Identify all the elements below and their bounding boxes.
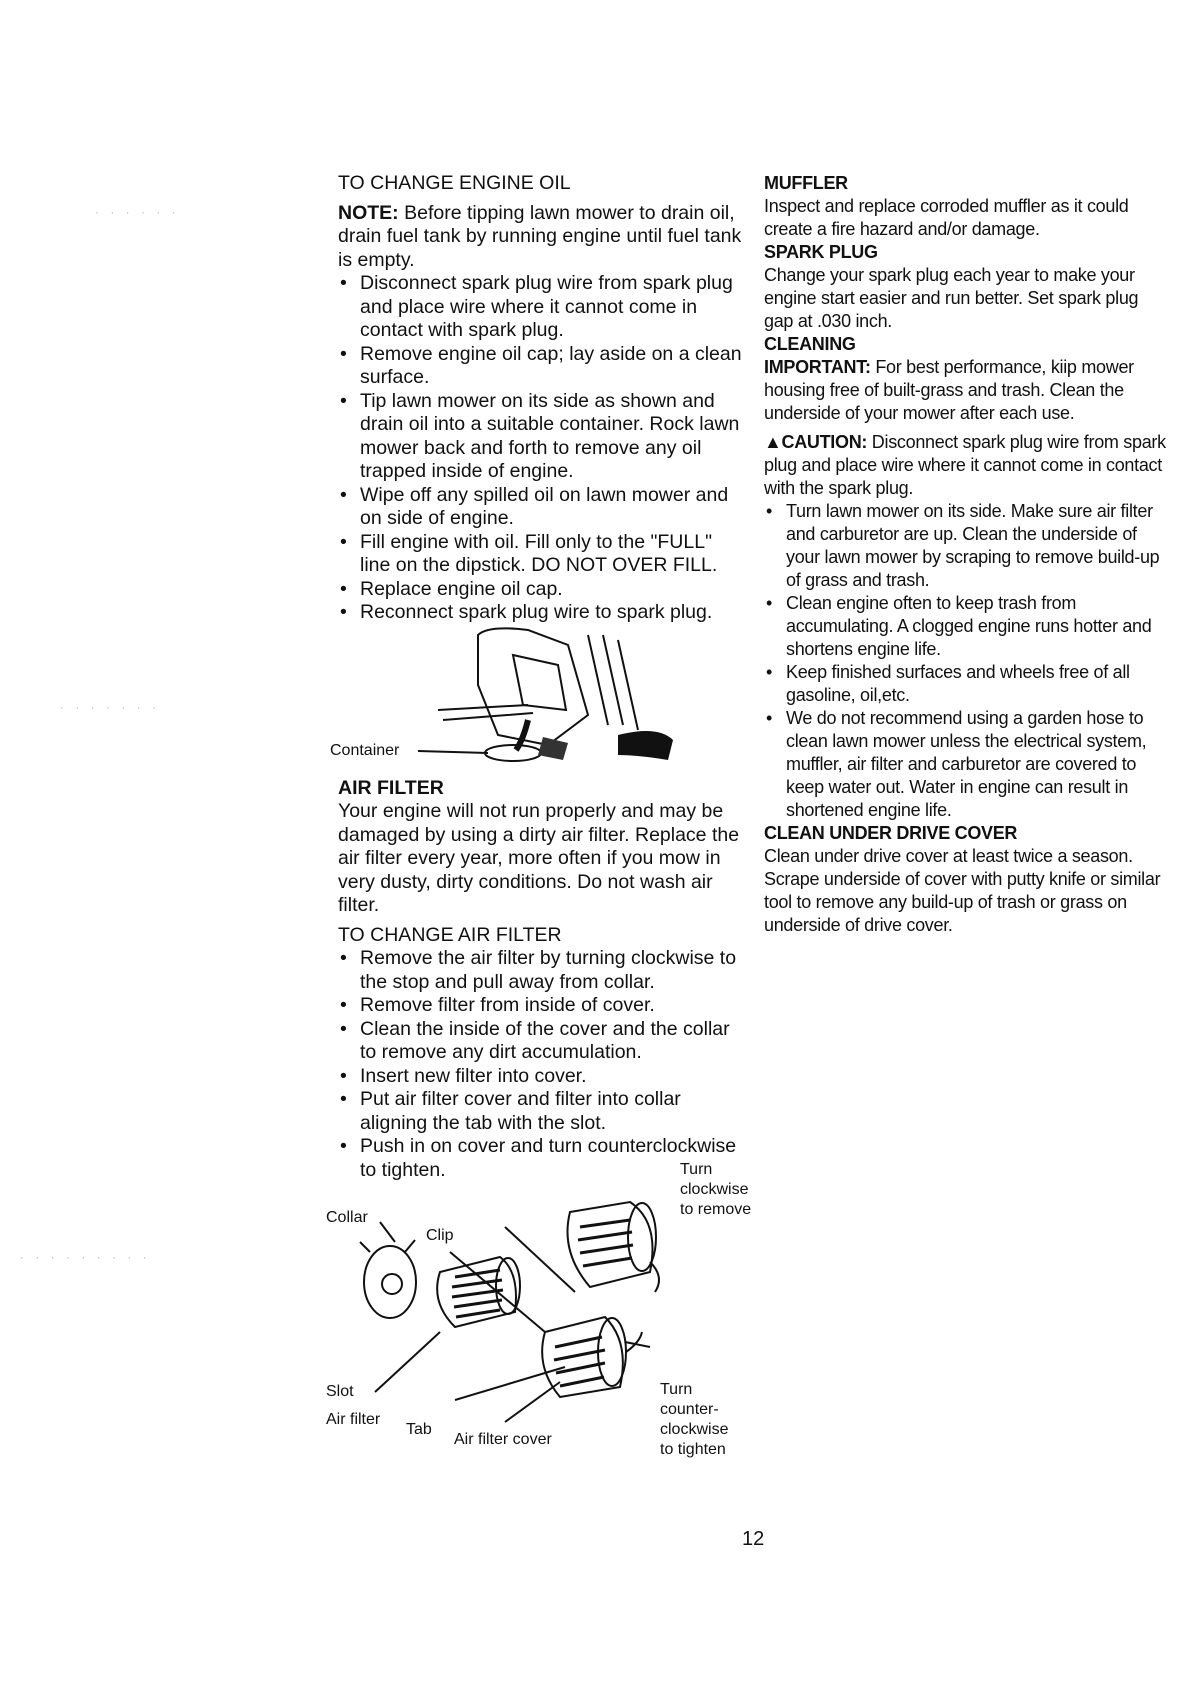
turn-counterclockwise-label: Turn counter- clockwise to tighten <box>660 1381 729 1458</box>
collar-label: Collar <box>326 1209 368 1226</box>
scan-noise: · · · · · · <box>95 205 180 219</box>
air-filter-heading: AIR FILTER <box>338 776 444 799</box>
air-filter-steps <box>338 947 746 1182</box>
list-item: • Clean the inside of the cover and the collar to remove any dirt accumulation. <box>338 1018 746 1065</box>
clip-label: Clip <box>426 1227 454 1244</box>
cleaning-steps <box>764 500 1172 822</box>
scan-noise: · · · · · · · · · <box>20 1250 151 1264</box>
list-item: • Replace engine oil cap. <box>338 578 746 602</box>
tab-label: Tab <box>406 1421 432 1438</box>
scan-noise: · · · · · · · <box>60 700 160 714</box>
slot-label: Slot <box>326 1383 354 1400</box>
drive-cover-heading: CLEAN UNDER DRIVE COVER <box>764 823 1018 843</box>
air-filter-text: Your engine will not run properly and may be damaged by using a dirty air filter. Replace the air filter every year, more often if you mow in very dusty, dirty conditions. Do not wash air filter. <box>338 800 740 916</box>
list-item: • Put air filter cover and filter into collar aligning the tab with the slot. <box>338 1088 746 1135</box>
list-item: • We do not recommend using a garden hose to clean lawn mower unless the electrical system, muffler, air filter and carburetor are covered to keep water out. Water in engine can result in shortened engine life. <box>764 707 1172 822</box>
page-number: 12 <box>742 1528 765 1550</box>
spark-plug-heading: SPARK PLUG <box>764 242 878 262</box>
change-air-filter-heading: TO CHANGE AIR FILTER <box>338 923 562 946</box>
right-column <box>764 172 1172 937</box>
drive-cover-text: Clean under drive cover at least twice a season. Scrape underside of cover with putty knife or similar tool to remove any build-up of trash or grass on underside of drive cover. <box>764 846 1161 935</box>
caution-icon: ▲ <box>764 432 782 452</box>
list-item: • Insert new filter into cover. <box>338 1065 746 1089</box>
change-oil-heading: TO CHANGE ENGINE OIL <box>338 172 571 194</box>
air-filter-cover-label: Air filter cover <box>454 1431 552 1448</box>
list-item: • Remove engine oil cap; lay aside on a clean surface. <box>338 343 746 390</box>
oil-drain-figure <box>330 625 746 775</box>
left-column <box>326 172 752 1458</box>
list-item: • Clean engine often to keep trash from accumulating. A clogged engine runs hotter and shortens engine life. <box>764 592 1172 661</box>
list-item: • Reconnect spark plug wire to spark plug. <box>338 601 746 625</box>
container-label: Container <box>330 741 400 759</box>
list-item: • Remove the air filter by turning clockwise to the stop and pull away from collar. <box>338 947 746 994</box>
list-item: • Disconnect spark plug wire from spark plug and place wire where it cannot come in contact with spark plug. <box>338 272 746 343</box>
muffler-text: Inspect and replace corroded muffler as it could create a fire hazard and/or damage. <box>764 196 1129 239</box>
list-item: • Push in on cover and turn counterclockwise to tighten. <box>338 1135 746 1182</box>
spark-plug-text: Change your spark plug each year to make your engine start easier and run better. Set spark plug gap at .030 inch. <box>764 265 1139 331</box>
list-item: • Turn lawn mower on its side. Make sure air filter and carburetor are up. Clean the underside of your lawn mower by scraping to remove build-up of grass and trash. <box>764 500 1172 592</box>
turn-clockwise-label: Turn clockwise to remove <box>680 1161 752 1218</box>
list-item: • Wipe off any spilled oil on lawn mower and on side of engine. <box>338 484 746 531</box>
oil-note: NOTE: Before tipping lawn mower to drain oil, drain fuel tank by running engine until fuel tank is empty. <box>338 201 742 271</box>
muffler-heading: MUFFLER <box>764 173 848 193</box>
list-item: • Fill engine with oil. Fill only to the "FULL" line on the dipstick. DO NOT OVER FILL. <box>338 531 746 578</box>
important-note: IMPORTANT: For best performance, kiip mower housing free of built-grass and trash. Clean the underside of your mower after each use. <box>764 357 1134 423</box>
cleaning-heading: CLEANING <box>764 334 856 354</box>
caution-note: ▲CAUTION: Disconnect spark plug wire from spark plug and place wire where it cannot come in contact with the spark plug. <box>764 432 1166 498</box>
air-filter-label: Air filter <box>326 1411 381 1428</box>
list-item: • Remove filter from inside of cover. <box>338 994 746 1018</box>
list-item: • Keep finished surfaces and wheels free of all gasoline, oil,etc. <box>764 661 1172 707</box>
list-item: • Tip lawn mower on its side as shown and drain oil into a suitable container. Rock lawn mower back and forth to remove any oil trapped inside of engine. <box>338 390 746 484</box>
oil-steps <box>338 272 746 625</box>
